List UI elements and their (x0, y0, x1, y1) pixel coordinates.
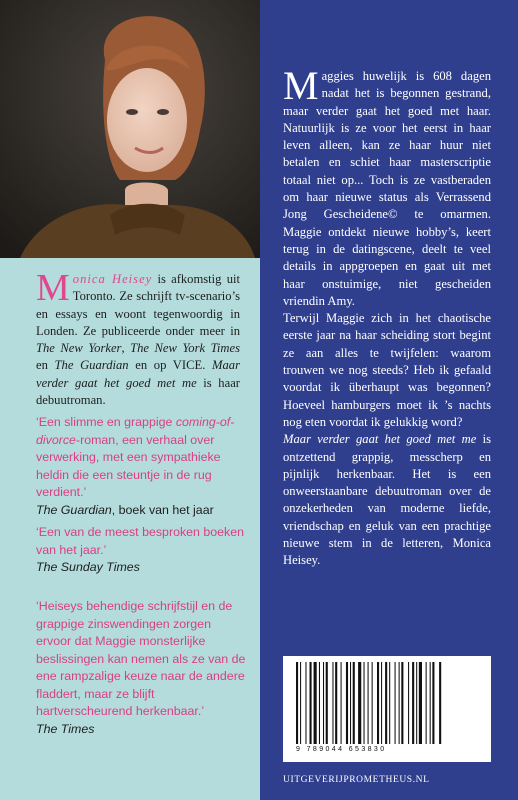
barcode-bar (305, 662, 306, 744)
book-title: Maar verder gaat het goed met me (36, 358, 240, 390)
barcode-bar (364, 662, 365, 744)
review-quote: ‘Een slimme en grappige coming-of-divorce-roman, een verhaal over verwerking, met een sympathieke heldin die een steuntje in de rug verdient.’ The Guardian, boek van het jaar (36, 415, 235, 517)
publication-name: The New Yorker (36, 341, 122, 356)
barcode-bar (372, 662, 373, 744)
blurb-paragraph: Maar verder gaat het goed met me is ontzettend grappig, messcherp en pijnlijk herkenbaar. Het is een onweerstaanbare debuutroman over de onzekerheden van moderne liefde, vriendschap en geluk van een prachtige nieuwe stem in de letteren, Monica Heisey. (283, 432, 491, 568)
publisher-website: UITGEVERIJPROMETHEUS.NL (283, 775, 430, 785)
barcode-bar (426, 662, 427, 744)
quote-source: The Guardian (36, 502, 112, 517)
blurb-paragraph: Maggies huwelijk is 608 dagen nadat het is begonnen gestrand, maar verder gaat het goed met haar. Natuurlijk is ze voor het eerst in haar leven alleen, kan ze haar huur niet betalen en schiet haar masterscriptie totaal niet op... Toch is ze vastberaden om haar nieuwe status als Verrassend Jong Gescheidene© te omarmen. Maggie ontdekt nieuwe hobby’s, keert terug in de datingscene, deelt te veel details in appgroepen en gaat uit met haar onstuimige, niet gescheiden vriendin Amy. (283, 63, 491, 308)
author-bio: Monica Heisey is afkomstig uit Toronto. Ze schrijft tv-scenario’s en essays en woont tegenwoordig in Londen. Ze publiceerde onder meer in The New Yorker, The New York Times en The Guardian en op VICE. Maar verder gaat het goed met me is haar debuutroman. (36, 267, 240, 408)
barcode-bar (300, 662, 301, 744)
barcode-bar (385, 662, 387, 744)
barcode-bar (419, 662, 422, 744)
barcode-bar (296, 662, 298, 744)
book-blurb (283, 63, 491, 570)
publication-name: The New York Times (130, 341, 240, 356)
barcode-bar (310, 662, 312, 744)
barcode-bar (412, 662, 414, 744)
barcode-bar (358, 662, 361, 744)
barcode-bar (323, 662, 324, 744)
barcode-bar (377, 662, 379, 744)
barcode-bar (399, 662, 400, 744)
quote-source: The Sunday Times (36, 560, 140, 574)
review-quote: ‘Een van de meest besproken boeken van het jaar.’ The Sunday Times (36, 525, 245, 574)
barcode-bar (430, 662, 431, 744)
barcode-bar (395, 662, 396, 744)
barcode-bar (389, 662, 390, 744)
review-quote: ‘Heiseys behendige schrijfstijl en de grappige zinswendingen zorgen ervoor dat Maggie monsterlijke beslissingen kan nemen als ze van de ene rampzalige keuze naar de andere fladdert, maar ze blijft hartverscheurend herkenbaar.’ The Times (36, 599, 246, 736)
quote-source: The Times (36, 721, 95, 736)
barcode-bar (326, 662, 328, 744)
blurb-drop-cap: M (283, 63, 319, 108)
barcode-bars (296, 662, 478, 744)
barcode-bar (341, 662, 342, 744)
publication-name: The Guardian (54, 358, 129, 373)
barcode-bar (416, 662, 417, 744)
barcode-bar (408, 662, 409, 744)
barcode-bar (335, 662, 337, 744)
barcode-bar (401, 662, 403, 744)
barcode-bar (350, 662, 351, 744)
book-title: Maar verder gaat het goed met me (283, 432, 477, 447)
barcode-bar (314, 662, 317, 744)
barcode-bar (381, 662, 382, 744)
barcode-bar (332, 662, 333, 744)
bio-drop-cap: M (36, 267, 70, 309)
blurb-paragraph: Terwijl Maggie zich in het chaotische eerste jaar na haar scheiding stort begint ze aan alles te twijfelen: waarom trouwen we nog steeds? Heb ik gefaald voordat ik überhaupt was begonnen? Hoeveel hamburgers moet ik ’s nachts nog eten voordat ik gelukkig word? (283, 311, 491, 429)
author-name: onica Heisey (72, 272, 153, 286)
barcode-bar (439, 662, 441, 744)
barcode-bar (432, 662, 434, 744)
barcode-bar (346, 662, 348, 744)
barcode-bar (353, 662, 355, 744)
author-photo (0, 0, 260, 258)
isbn-number: 9 789044 653830 (296, 746, 387, 753)
author-portrait-image (0, 0, 260, 258)
barcode-bar (368, 662, 369, 744)
barcode-bar (319, 662, 320, 744)
isbn-barcode (283, 656, 491, 762)
